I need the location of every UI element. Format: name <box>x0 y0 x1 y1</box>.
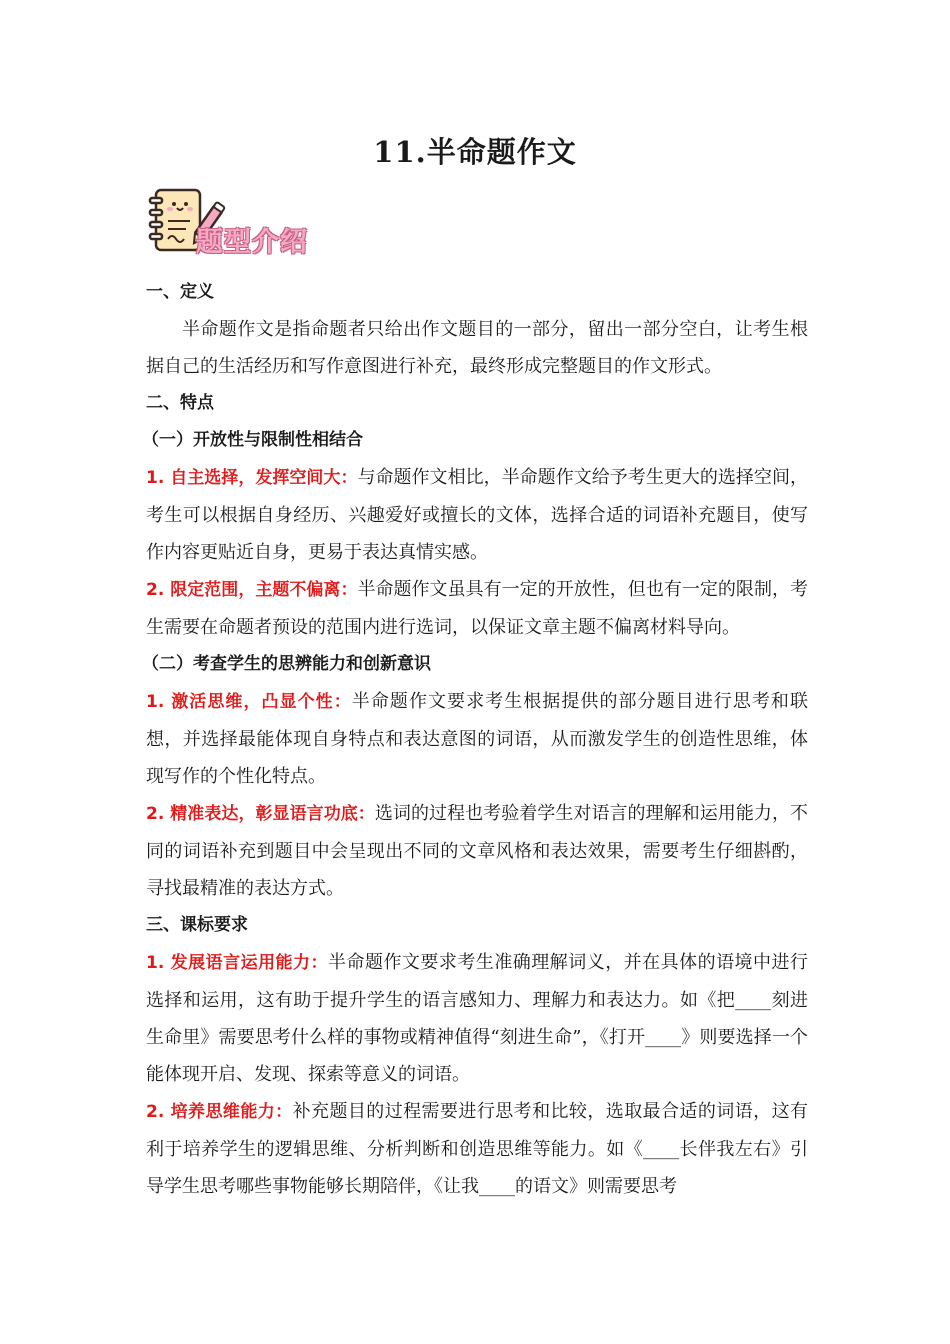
feature-lead-2: 2. 限定范围，主题不偏离： <box>146 580 358 600</box>
feature-text-4: 选词的过程也考验着学生对语言的理解和运用能力，不同的词语补充到题目中会呈现出不同的文章风格和表达效果，需要考生仔细斟酌，寻找最精准的表达方式。 <box>146 803 808 899</box>
document-body <box>142 274 808 1205</box>
curriculum-lead-2: 2. 培养思维能力： <box>146 1102 293 1122</box>
feature-paragraph-3 <box>146 683 808 795</box>
curriculum-lead-1: 1. 发展语言运用能力： <box>146 953 328 973</box>
feature-lead-4: 2. 精准表达，彰显语言功底： <box>146 804 375 824</box>
curriculum-text-1: 半命题作文要求考生准确理解词义，并在具体的语境中进行选择和运用，这有助于提升学生的语言感知力、理解力和表达力。如《把____刻进生命里》需要思考什么样的事物或精神值得“刻进生命”，《打开____》则要选择一个能体现开启、发现、探索等意义的词语。 <box>146 952 808 1085</box>
feature-lead-3: 1. 激活思维，凸显个性： <box>146 692 352 712</box>
section-badge-label: 题型介绍 <box>196 227 308 258</box>
feature-text-1: 与命题作文相比，半命题作文给予考生更大的选择空间，考生可以根据自身经历、兴趣爱好或擅长的文体，选择合适的词语补充题目，使写作内容更贴近自身，更易于表达真情实感。 <box>146 467 808 563</box>
definition-paragraph: 半命题作文是指命题者只给出作文题目的一部分，留出一部分空白，让考生根据自己的生活经历和写作意图进行补充，最终形成完整题目的作文形式。 <box>146 319 808 377</box>
feature-lead-1: 1. 自主选择，发挥空间大： <box>146 468 358 488</box>
heading-curriculum: 三、课标要求 <box>146 915 248 935</box>
heading-features: 二、特点 <box>146 393 214 413</box>
subheading-thinking: （二）考查学生的思辨能力和创新意识 <box>142 654 431 674</box>
curriculum-text-2: 补充题目的过程需要进行思考和比较，选取最合适的词语，这有利于培养学生的逻辑思维、分析判断和创造思维等能力。如《____长伴我左右》引导学生思考哪些事物能够长期陪伴，《让我____的语文》则需要思考 <box>146 1101 808 1197</box>
page-title: 11.半命题作文 <box>373 135 577 169</box>
feature-paragraph-2 <box>146 571 808 646</box>
heading-definition: 一、定义 <box>146 282 214 302</box>
feature-paragraph-1 <box>146 459 808 571</box>
subheading-openness: （一）开放性与限制性相结合 <box>142 430 363 450</box>
curriculum-paragraph-1 <box>146 944 808 1093</box>
feature-text-3: 半命题作文要求考生根据提供的部分题目进行思考和联想，并选择最能体现自身特点和表达意图的词语，从而激发学生的创造性思维，体现写作的个性化特点。 <box>146 691 808 787</box>
feature-text-2: 半命题作文虽具有一定的开放性，但也有一定的限制，考生需要在命题者预设的范围内进行选词，以保证文章主题不偏离材料导向。 <box>146 579 808 638</box>
curriculum-paragraph-2 <box>146 1093 808 1205</box>
feature-paragraph-4 <box>146 795 808 907</box>
